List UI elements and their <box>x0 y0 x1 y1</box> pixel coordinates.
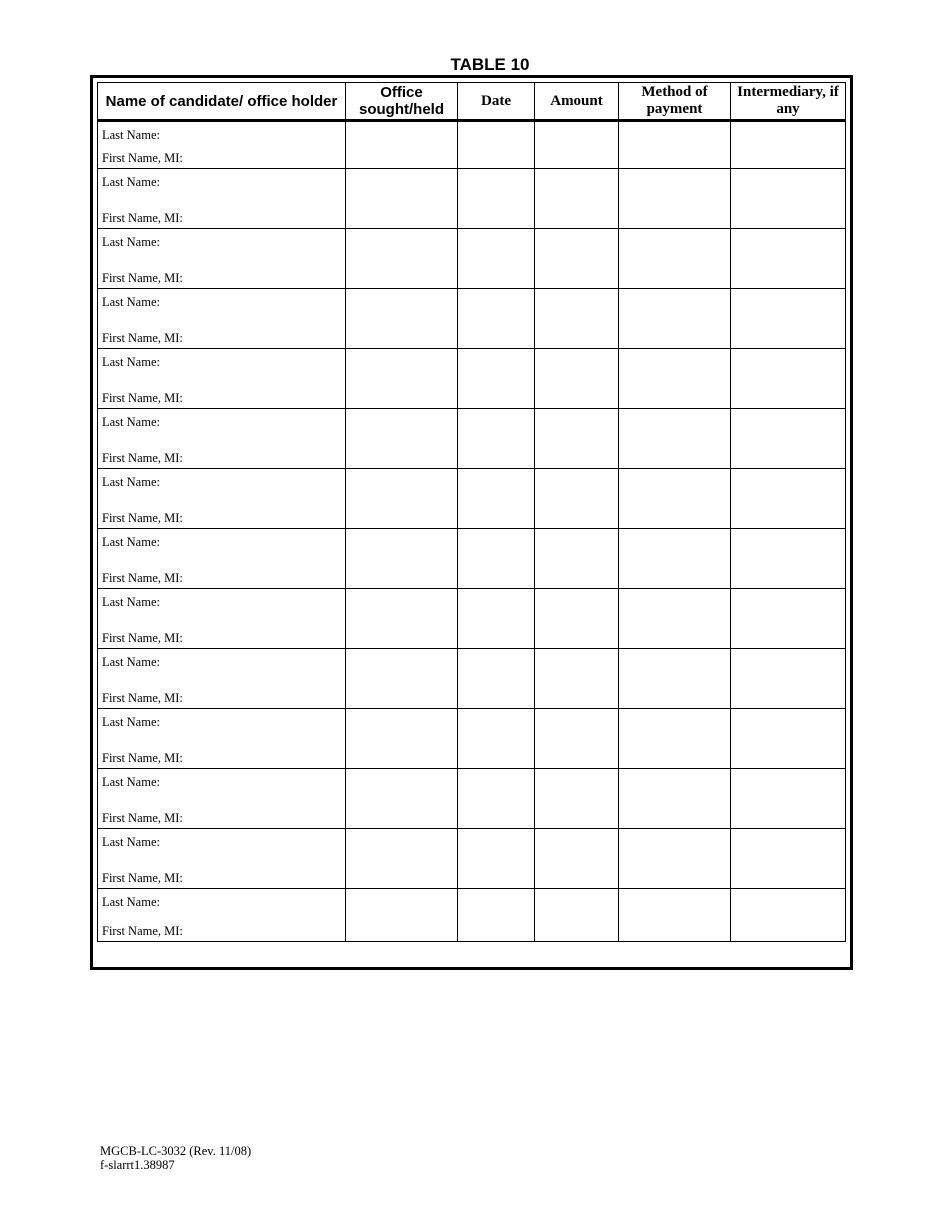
last-name-label: Last Name: <box>102 715 160 729</box>
first-name-label: First Name, MI: <box>102 691 183 705</box>
last-name-label: Last Name: <box>102 295 160 309</box>
office-cell[interactable] <box>346 349 458 409</box>
intermediary-cell[interactable] <box>731 469 846 529</box>
amount-cell[interactable] <box>535 829 619 889</box>
table-row <box>98 469 846 529</box>
amount-cell[interactable] <box>535 769 619 829</box>
amount-cell[interactable] <box>535 349 619 409</box>
method-cell[interactable] <box>619 589 731 649</box>
table-row <box>98 769 846 829</box>
name-cell[interactable] <box>98 169 346 229</box>
method-cell[interactable] <box>619 709 731 769</box>
last-name-label: Last Name: <box>102 355 160 369</box>
header-row <box>98 83 846 121</box>
intermediary-cell[interactable] <box>731 289 846 349</box>
table-row <box>98 349 846 409</box>
first-name-label: First Name, MI: <box>102 271 183 285</box>
table-title: TABLE 10 <box>450 55 530 74</box>
office-cell[interactable] <box>346 469 458 529</box>
office-cell[interactable] <box>346 769 458 829</box>
intermediary-cell[interactable] <box>731 229 846 289</box>
table-row <box>98 649 846 709</box>
first-name-label: First Name, MI: <box>102 451 183 465</box>
method-cell[interactable] <box>619 469 731 529</box>
method-cell[interactable] <box>619 169 731 229</box>
name-cell[interactable] <box>98 229 346 289</box>
first-name-label: First Name, MI: <box>102 151 183 165</box>
date-cell[interactable] <box>458 649 535 709</box>
table-row <box>98 589 846 649</box>
last-name-label: Last Name: <box>102 475 160 489</box>
table-row <box>98 829 846 889</box>
table-row <box>98 121 846 169</box>
date-cell[interactable] <box>458 121 535 169</box>
intermediary-cell[interactable] <box>731 649 846 709</box>
date-cell[interactable] <box>458 529 535 589</box>
name-cell[interactable] <box>98 769 346 829</box>
last-name-label: Last Name: <box>102 175 160 189</box>
amount-cell[interactable] <box>535 889 619 942</box>
method-cell[interactable] <box>619 229 731 289</box>
date-cell[interactable] <box>458 289 535 349</box>
last-name-label: Last Name: <box>102 415 160 429</box>
intermediary-cell[interactable] <box>731 409 846 469</box>
office-cell[interactable] <box>346 589 458 649</box>
table-row <box>98 229 846 289</box>
first-name-label: First Name, MI: <box>102 811 183 825</box>
first-name-label: First Name, MI: <box>102 511 183 525</box>
table-row <box>98 169 846 229</box>
first-name-label: First Name, MI: <box>102 391 183 405</box>
name-cell[interactable] <box>98 589 346 649</box>
table-row <box>98 529 846 589</box>
amount-cell[interactable] <box>535 649 619 709</box>
footer <box>100 1144 251 1172</box>
office-cell[interactable] <box>346 529 458 589</box>
amount-cell[interactable] <box>535 589 619 649</box>
amount-cell[interactable] <box>535 169 619 229</box>
last-name-label: Last Name: <box>102 835 160 849</box>
table-row <box>98 709 846 769</box>
first-name-label: First Name, MI: <box>102 871 183 885</box>
col-header-method: Method of payment <box>619 83 731 121</box>
office-cell[interactable] <box>346 649 458 709</box>
form-id: MGCB-LC-3032 (Rev. 11/08) <box>100 1144 252 1158</box>
table-row <box>98 409 846 469</box>
name-cell[interactable] <box>98 889 346 942</box>
office-cell[interactable] <box>346 709 458 769</box>
col-header-date: Date <box>458 83 535 121</box>
last-name-label: Last Name: <box>102 535 160 549</box>
method-cell[interactable] <box>619 649 731 709</box>
name-cell[interactable] <box>98 289 346 349</box>
first-name-label: First Name, MI: <box>102 631 183 645</box>
file-id: f-slarrt1.38987 <box>100 1158 175 1172</box>
office-cell[interactable] <box>346 169 458 229</box>
col-header-intermediary: Intermediary, if any <box>731 83 846 121</box>
date-cell[interactable] <box>458 829 535 889</box>
first-name-label: First Name, MI: <box>102 211 183 225</box>
intermediary-cell[interactable] <box>731 589 846 649</box>
name-cell[interactable] <box>98 649 346 709</box>
date-cell[interactable] <box>458 169 535 229</box>
method-cell[interactable] <box>619 529 731 589</box>
intermediary-cell[interactable] <box>731 769 846 829</box>
amount-cell[interactable] <box>535 229 619 289</box>
contributions-table <box>97 82 846 942</box>
col-header-name: Name of candidate/ office holder <box>98 83 346 121</box>
last-name-label: Last Name: <box>102 775 160 789</box>
amount-cell[interactable] <box>535 289 619 349</box>
date-cell[interactable] <box>458 769 535 829</box>
name-cell[interactable] <box>98 709 346 769</box>
date-cell[interactable] <box>458 349 535 409</box>
date-cell[interactable] <box>458 229 535 289</box>
intermediary-cell[interactable] <box>731 121 846 169</box>
office-cell[interactable] <box>346 289 458 349</box>
name-cell[interactable] <box>98 409 346 469</box>
amount-cell[interactable] <box>535 709 619 769</box>
amount-cell[interactable] <box>535 121 619 169</box>
intermediary-cell[interactable] <box>731 829 846 889</box>
intermediary-cell[interactable] <box>731 169 846 229</box>
name-cell[interactable] <box>98 829 346 889</box>
date-cell[interactable] <box>458 469 535 529</box>
method-cell[interactable] <box>619 289 731 349</box>
intermediary-cell[interactable] <box>731 709 846 769</box>
office-cell[interactable] <box>346 829 458 889</box>
office-cell[interactable] <box>346 121 458 169</box>
col-header-amount: Amount <box>535 83 619 121</box>
date-cell[interactable] <box>458 589 535 649</box>
table-row <box>98 889 846 942</box>
date-cell[interactable] <box>458 409 535 469</box>
last-name-label: Last Name: <box>102 235 160 249</box>
first-name-label: First Name, MI: <box>102 924 183 938</box>
last-name-label: Last Name: <box>102 655 160 669</box>
method-cell[interactable] <box>619 769 731 829</box>
intermediary-cell[interactable] <box>731 349 846 409</box>
method-cell[interactable] <box>619 121 731 169</box>
intermediary-cell[interactable] <box>731 529 846 589</box>
amount-cell[interactable] <box>535 469 619 529</box>
amount-cell[interactable] <box>535 529 619 589</box>
method-cell[interactable] <box>619 409 731 469</box>
last-name-label: Last Name: <box>102 128 160 142</box>
intermediary-cell[interactable] <box>731 889 846 942</box>
last-name-label: Last Name: <box>102 595 160 609</box>
first-name-label: First Name, MI: <box>102 331 183 345</box>
office-cell[interactable] <box>346 229 458 289</box>
amount-cell[interactable] <box>535 409 619 469</box>
office-cell[interactable] <box>346 889 458 942</box>
name-cell[interactable] <box>98 529 346 589</box>
table-row <box>98 289 846 349</box>
name-cell[interactable] <box>98 121 346 169</box>
method-cell[interactable] <box>619 829 731 889</box>
name-cell[interactable] <box>98 469 346 529</box>
first-name-label: First Name, MI: <box>102 571 183 585</box>
first-name-label: First Name, MI: <box>102 751 183 765</box>
date-cell[interactable] <box>458 889 535 942</box>
method-cell[interactable] <box>619 889 731 942</box>
method-cell[interactable] <box>619 349 731 409</box>
name-cell[interactable] <box>98 349 346 409</box>
date-cell[interactable] <box>458 709 535 769</box>
col-header-office: Office sought/held <box>346 83 458 121</box>
office-cell[interactable] <box>346 409 458 469</box>
last-name-label: Last Name: <box>102 895 160 909</box>
